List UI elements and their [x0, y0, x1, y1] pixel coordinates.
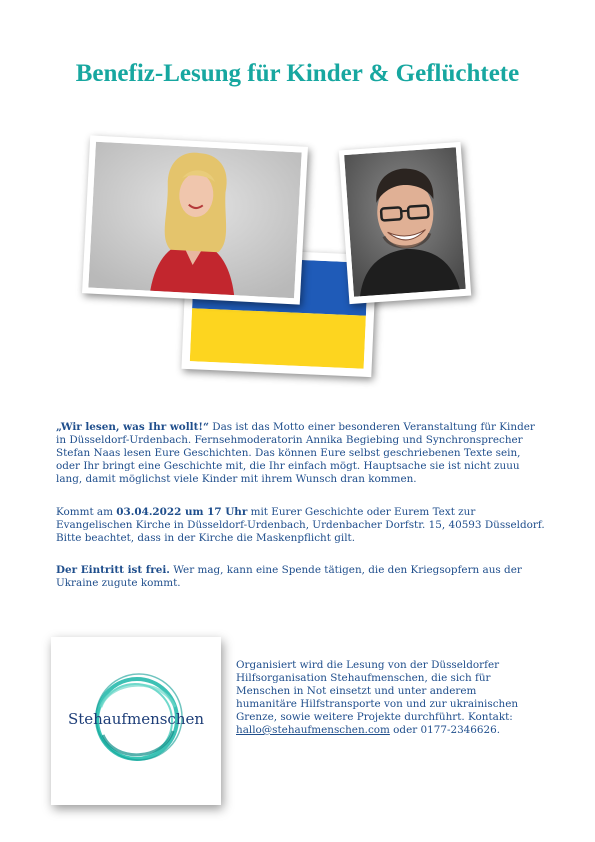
event-pre: Kommt am — [56, 506, 117, 518]
event-post: mit Eurer Geschichte oder Eurem Text zur Evangelischen Kirche in Düsseldorf-Urdenbach, Urdenbacher Dorfstr. 15, 40593 Düsseldorf. Bitte beachtet, dass in der Kirche die Maskenpflicht gilt. — [56, 506, 545, 544]
stehaufmenschen-logo — [51, 637, 221, 805]
page-title: Benefiz-Lesung für Kinder & Geflüchtete — [75, 60, 520, 87]
event-date: 03.04.2022 um 17 Uhr — [116, 506, 248, 518]
organizer-after: oder 0177-2346626. — [389, 724, 501, 736]
contact-email-link[interactable]: hallo@stehaufmenschen.com — [236, 724, 390, 736]
logo-text: Stehaufmenschen — [67, 710, 205, 728]
entry-paragraph — [56, 564, 546, 590]
organizer-text: Organisiert wird die Lesung von der Düsseldorfer Hilfsorganisation Stehaufmenschen, die sich für Menschen in Not einsetzt und unter anderem humanitäre Hilfstransporte von und zur ukrainischen Grenze, sowie weitere Projekte durchführt. Kontakt: — [236, 659, 519, 723]
man-portrait-icon — [344, 147, 466, 296]
intro-paragraph — [56, 421, 546, 486]
portrait-photo-man — [339, 142, 471, 304]
entry-free: Der Eintritt ist frei. — [56, 564, 170, 576]
organizer-paragraph — [236, 659, 536, 737]
motto: „Wir lesen, was Ihr wollt!“ — [56, 421, 209, 433]
entry-text: Wer mag, kann eine Spende tätigen, die den Kriegsopfern aus der Ukraine zugute kommt. — [56, 564, 522, 589]
woman-portrait-icon — [88, 142, 301, 299]
event-paragraph — [56, 506, 546, 545]
intro-text: Das ist das Motto einer besonderen Veranstaltung für Kinder in Düsseldorf-Urdenbach. Fernsehmoderatorin Annika Begiebing und Synchronsprecher Stefan Naas lesen Eure Geschichten. Das können Eure selbst geschriebenen Texte sein, oder Ihr bringt eine Geschichte mit, die Ihr einfach mögt. Hauptsache sie ist nicht zuuu lang, damit möglichst viele Kinder mit ihrem Wunsch dran kommen. — [56, 421, 535, 485]
portrait-photo-woman — [82, 135, 308, 304]
